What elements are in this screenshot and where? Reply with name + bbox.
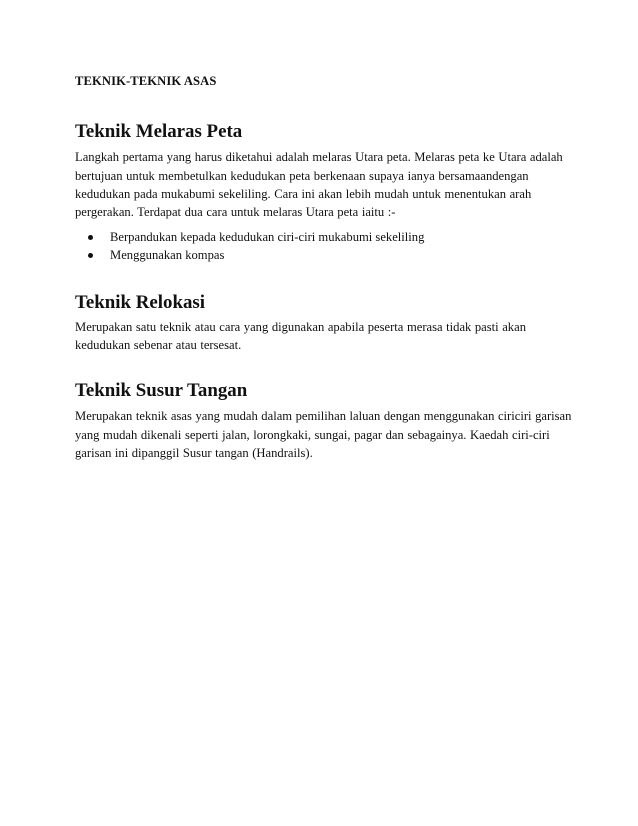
document-title: TEKNIK-TEKNIK ASAS [75, 74, 217, 88]
section-teknik-melaras-peta [75, 123, 575, 264]
bullet-icon [88, 235, 93, 240]
bullet-icon [88, 253, 93, 258]
section-heading: Teknik Susur Tangan [75, 380, 248, 402]
section-paragraph: Langkah pertama yang harus diketahui adalah melaras Utara peta. Melaras peta ke Utara adalah bertujuan untuk membetulkan kedudukan peta berkenaan supaya ianya bersamaandengan kedudukan pada mukabumi sekeliling. Cara ini akan lebih mudah untuk menentukan arah pergerakan. Terdapat dua cara untuk melaras Utara peta iaitu :- [75, 150, 563, 220]
section-teknik-relokasi [75, 291, 575, 355]
bullet-list [75, 228, 575, 264]
list-item-text: Menggunakan kompas [110, 248, 225, 263]
list-item-text: Berpandukan kepada kedudukan ciri-ciri mukabumi sekeliling [110, 230, 425, 245]
section-heading: Teknik Relokasi [75, 291, 206, 313]
section-heading: Teknik Melaras Peta [75, 121, 243, 143]
list-item [88, 246, 575, 264]
list-item [88, 228, 575, 246]
section-teknik-susur-tangan [75, 382, 575, 462]
section-paragraph: Merupakan satu teknik atau cara yang digunakan apabila peserta merasa tidak pasti akan kedudukan sebenar atau tersesat. [75, 319, 526, 353]
document-body [75, 72, 575, 462]
section-paragraph: Merupakan teknik asas yang mudah dalam pemilihan laluan dengan menggunakan ciriciri garisan yang mudah dikenali seperti jalan, lorongkaki, sungai, pagar dan sebagainya. Kaedah ciri-ciri garisan ini dipanggil Susur tangan (Handrails). [75, 409, 572, 460]
